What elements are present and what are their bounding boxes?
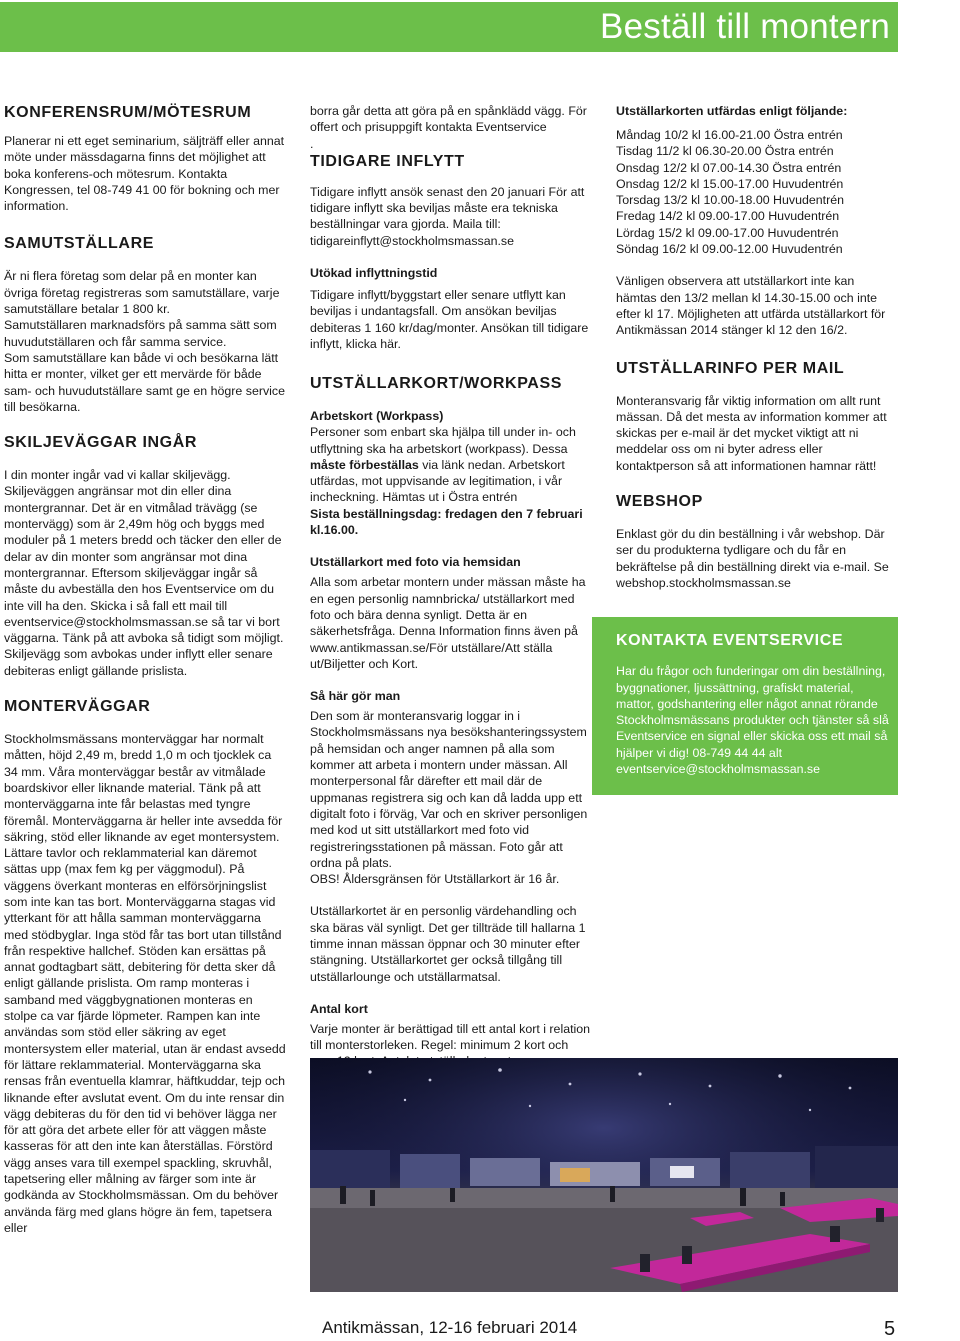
heading-utstallarinfo: UTSTÄLLARINFO PER MAIL [616,359,845,377]
column-right [616,103,898,795]
column-left [4,103,288,1248]
footer-event-text: Antikmässan, 12-16 februari 2014 [322,1318,578,1337]
obs-text: OBS! Åldersgränsen för Utställarkort är 16 år. [310,872,560,887]
kontakta-eventservice-text: Har du frågor och funderingar om din beställning, byggnationer, ljussättning, grafiskt material, mattor, godshantering eller något annat rörande Stockholmsmässans produkter och tjänster så slå Eventservice en signal eller skicka oss ett mail så hjälper vi dig! 08-749 44 44 alt eventservice@stockholmsmassan.se [616,664,889,777]
konferensrum-text: Planerar ni ett eget seminarium, säljträff eller annat möte under mässdagarna finns det möjlighet att boka konferens-och mötesrum. Kontakta Kongressen, tel 08-749 41 00 för bokning och mer information. [4,134,285,214]
heading-konferensrum: KONFERENSRUM/MÖTESRUM [4,104,252,121]
heading-webshop: WEBSHOP [616,493,703,511]
utokad-text: Tidigare inflytt/byggstart eller senare utflytt kan beviljas i undantagsfall. Om ansökan beviljas debiteras 1 160 kr/dag/monter. Ansökan till tidigare inflytt, klicka här. [310,288,589,351]
montervaggar-text: Stockholmsmässans monterväggar har normalt måtten, höjd 2,49 m, bredd 1,0 m och tjocklek ca 34 mm. Våra monterväggar består av vitmålade boardskivor eller liknande material. Tänk på att monterväggarna inte får belastas med tyngre föremål. Monterväggarna är heller inte avsedda för säkring, stöd eller liknande av eget montersystem. Lättare tavlor och reklammaterial kan däremot sättas upp (max fem kg per väggmodul). På väggens överkant monteras en elförsörjningslist som inte kan tas bort. Monterväggarna stagas vid ytterkant för att hålla samman monterväggarna med stödbyglar. Inga stöd får tas bort utan tillstånd från respektive hallchef. Stöden kan ersättas på annat godtagbart sätt, debitering för detta sker då enligt gällande prislista. Om ramp monteras i samband med väggbygnationen monteras en stolpe ca var fjärde löpmeter. Rampen kan inte användas som stöd eller säkring av eget montersystem eller material, utan är endast avsedd för lättare reklammaterial. Monterväggarna ska rensas från eventuella klamrar, häftkuddar, tejp och liknande efter avslutat event. Om du inte rensar din vägg debiteras du för den tid vi behöver lägga ner för att göra det arbete eller för att väggen måste kasseras för att den inte kan återställas. Förstörd vägg anses vara till exempel spackling, skruvhål, tapetsering eller målning av färger som inte är godkända av Stockholmsmässan. Om du behöver använda färg med glans högre än fem, tapetsera eller [4,732,286,1235]
arbetskort-bold: måste förbeställas [310,457,419,472]
samutstallare-text-2: Samutställaren marknadsförs på samma sätt som huvudutställaren och får samma service. [4,318,277,349]
heading-sa-har-gor-man: Så här gör man [310,689,401,704]
utstallarinfo-text: Monteransvarig får viktig information om allt runt mässan. Då det mesta av information kommer att skickas per e-mail är det mycket viktigt att ni meddelar oss om ni byter adress eller kontaktperson så att informationen hamnar rätt! [616,393,887,473]
antal-kort-text: Varje monter är berättigad till ett antal kort i relation till monterstorleken. Regel: minimum 2 kort och [310,1021,591,1053]
webshop-text: Enklast gör du din beställning i vår webshop. Där ser du produkterna tydligare och du får en bekräftelse på din beställning direkt via e-mail. Se webshop.stockholmsmassan.se [616,527,889,590]
arbetskort-text-2: via länk nedan. Arbetskort utfärdas, mot uppvisande av legitimation, i vår incheckning. Hämtas ut i Östra entrén [310,457,565,505]
heading-kontakta-eventservice: KONTAKTA EVENTSERVICE [616,632,844,650]
arbetskort-text-1: Personer som enbart ska hjälpa till under in- och utflyttning ska ha arbetskort (workpass). Dessa [310,425,576,456]
personlig-text: Utställarkortet är en personlig värdehandling och ska bäras väl synligt. Det ger tillträde till hallarna 1 timme innan mässan öppnar och 30 minuter efter stängning. Utställarkortet ger också tillgång till utställarlounge och utställarmatsal. [310,904,586,984]
schedule-item: Tisdag 11/2 kl 06.30-20.00 Östra entrén [616,144,834,159]
heading-utokad-inflyttningstid: Utökad inflyttningstid [310,266,438,281]
heading-samutstallare: SAMUTSTÄLLARE [4,235,155,253]
schedule-list [616,127,898,257]
exhibition-hall-illustration [310,1058,898,1292]
deadline-text: Sista beställningsdag: fredagen den 7 februari kl.16.00. [310,506,583,538]
schedule-item: Måndag 10/2 kl 16.00-21.00 Östra entrén [616,128,843,142]
foto-text: Alla som arbetar montern under mässan måste ha en egen personlig namnbricka/ utställarkort med foto och bära denna synligt. Detta är en säkerhetsfråga. Denna Information finns även på www.antikmassan.se/För utställare/Att ställa ut/Biljetter och Kort. [310,575,586,671]
schedule-item: Onsdag 12/2 kl 15.00-17.00 Huvudentrén [616,176,844,191]
heading-tidigare-inflytt: TIDIGARE INFLYTT [310,152,465,170]
continued-text: borra går detta att göra på en spånklädd vägg. För offert och prisuppgift kontakta Eventservice [310,104,587,135]
sa-har-gor-man-text: Den som är monteransvarig loggar in i Stockholmsmässans nya besökshanteringssystem på hemsidan och anger namnen på alla som kommer att arbeta i montern under mässan. All monterpersonal får därefter ett mail där de uppmanas registrera sig och kan då ladda upp ett digitalt foto i förväg, Var och en skriver personligen med kod ut sitt utställarkort med foto vid registreringsstationen på mässan. Foto går att ordna på plats. [310,709,588,870]
schedule-item: Söndag 16/2 kl 09.00-12.00 Huvudentrén [616,242,843,257]
schedule-item: Lördag 15/2 kl 09.00-17.00 Huvudentrén [616,225,839,240]
heading-utstallarkort-workpass: UTSTÄLLARKORT/WORKPASS [310,375,562,393]
heading-skiljevaggar: SKILJEVÄGGAR INGÅR [4,434,198,452]
exhibition-hall-photo [310,1058,898,1292]
arbetskort-text [310,424,595,505]
header-banner [0,2,898,52]
observe-text: Vänligen observera att utställarkort inte kan hämtas den 13/2 mellan kl 14.30-15.00 och inte efter kl 17. Möjligheten att utfärda utställarkort för Antikmässan 2014 stänger kl 12 den 16/2. [616,274,886,338]
heading-foto: Utställarkort med foto via hemsidan [310,555,521,570]
continued-dot: . [310,136,314,151]
heading-utfardas: Utställarkorten utfärdas enligt följande: [616,104,848,118]
column-middle [310,103,595,1196]
heading-antal-kort: Antal kort [310,1001,368,1016]
page-number: 5 [884,1318,896,1340]
kontakta-eventservice-box [592,617,898,795]
samutstallare-text-3: Som samutställare kan både vi och besökarna lätt hitta er monter, vilket ger ett mervärde för både sam- och huvudutställare samt ge en högre service till besökarna. [4,350,285,414]
heading-montervaggar: MONTERVÄGGAR [4,698,151,716]
tidigare-inflytt-text: Tidigare inflytt ansök senast den 20 januari För att tidigare inflytt ska beviljas måste era tekniska beställningar vara gjorda. Maila till: tidigareinflytt@stockholmsmassan.se [310,184,585,248]
skiljevaggar-text: I din monter ingår vad vi kallar skiljevägg. Skiljeväggen angränsar mot din eller dina montergrannar. Det är en vitmålad trävägg (se montervägg) som är 2,49m hög och byggs med moduler på 1 meters bredd och täcker den eller de delar av din monter som angränsar mot dina montergrannar. Eftersom skiljeväggar ingår så måste du avbeställa den hos Eventservice om du inte vill ha den. Skicka i så fall ett mail till eventservice@stockholmsmassan.se så tar vi bort väggarna. Tänk på att avboka så tidigt som möjligt. Skiljevägg som avbokas under inflytt eller senare debiteras enligt gällande prislista. [4,468,284,678]
samutstallare-text-1: Är ni flera företag som delar på en monter kan övriga företag registreras som samutställare, varje samutställare betalar 1 800 kr. [4,269,280,317]
schedule-item: Onsdag 12/2 kl 07.00-14.30 Östra entrén [616,160,842,175]
page-title: Beställ till montern [600,7,890,46]
schedule-item: Torsdag 13/2 kl 10.00-18.00 Huvudentrén [616,193,845,208]
schedule-item: Fredag 14/2 kl 09.00-17.00 Huvudentrén [616,209,840,224]
heading-arbetskort: Arbetskort (Workpass) [310,409,444,424]
